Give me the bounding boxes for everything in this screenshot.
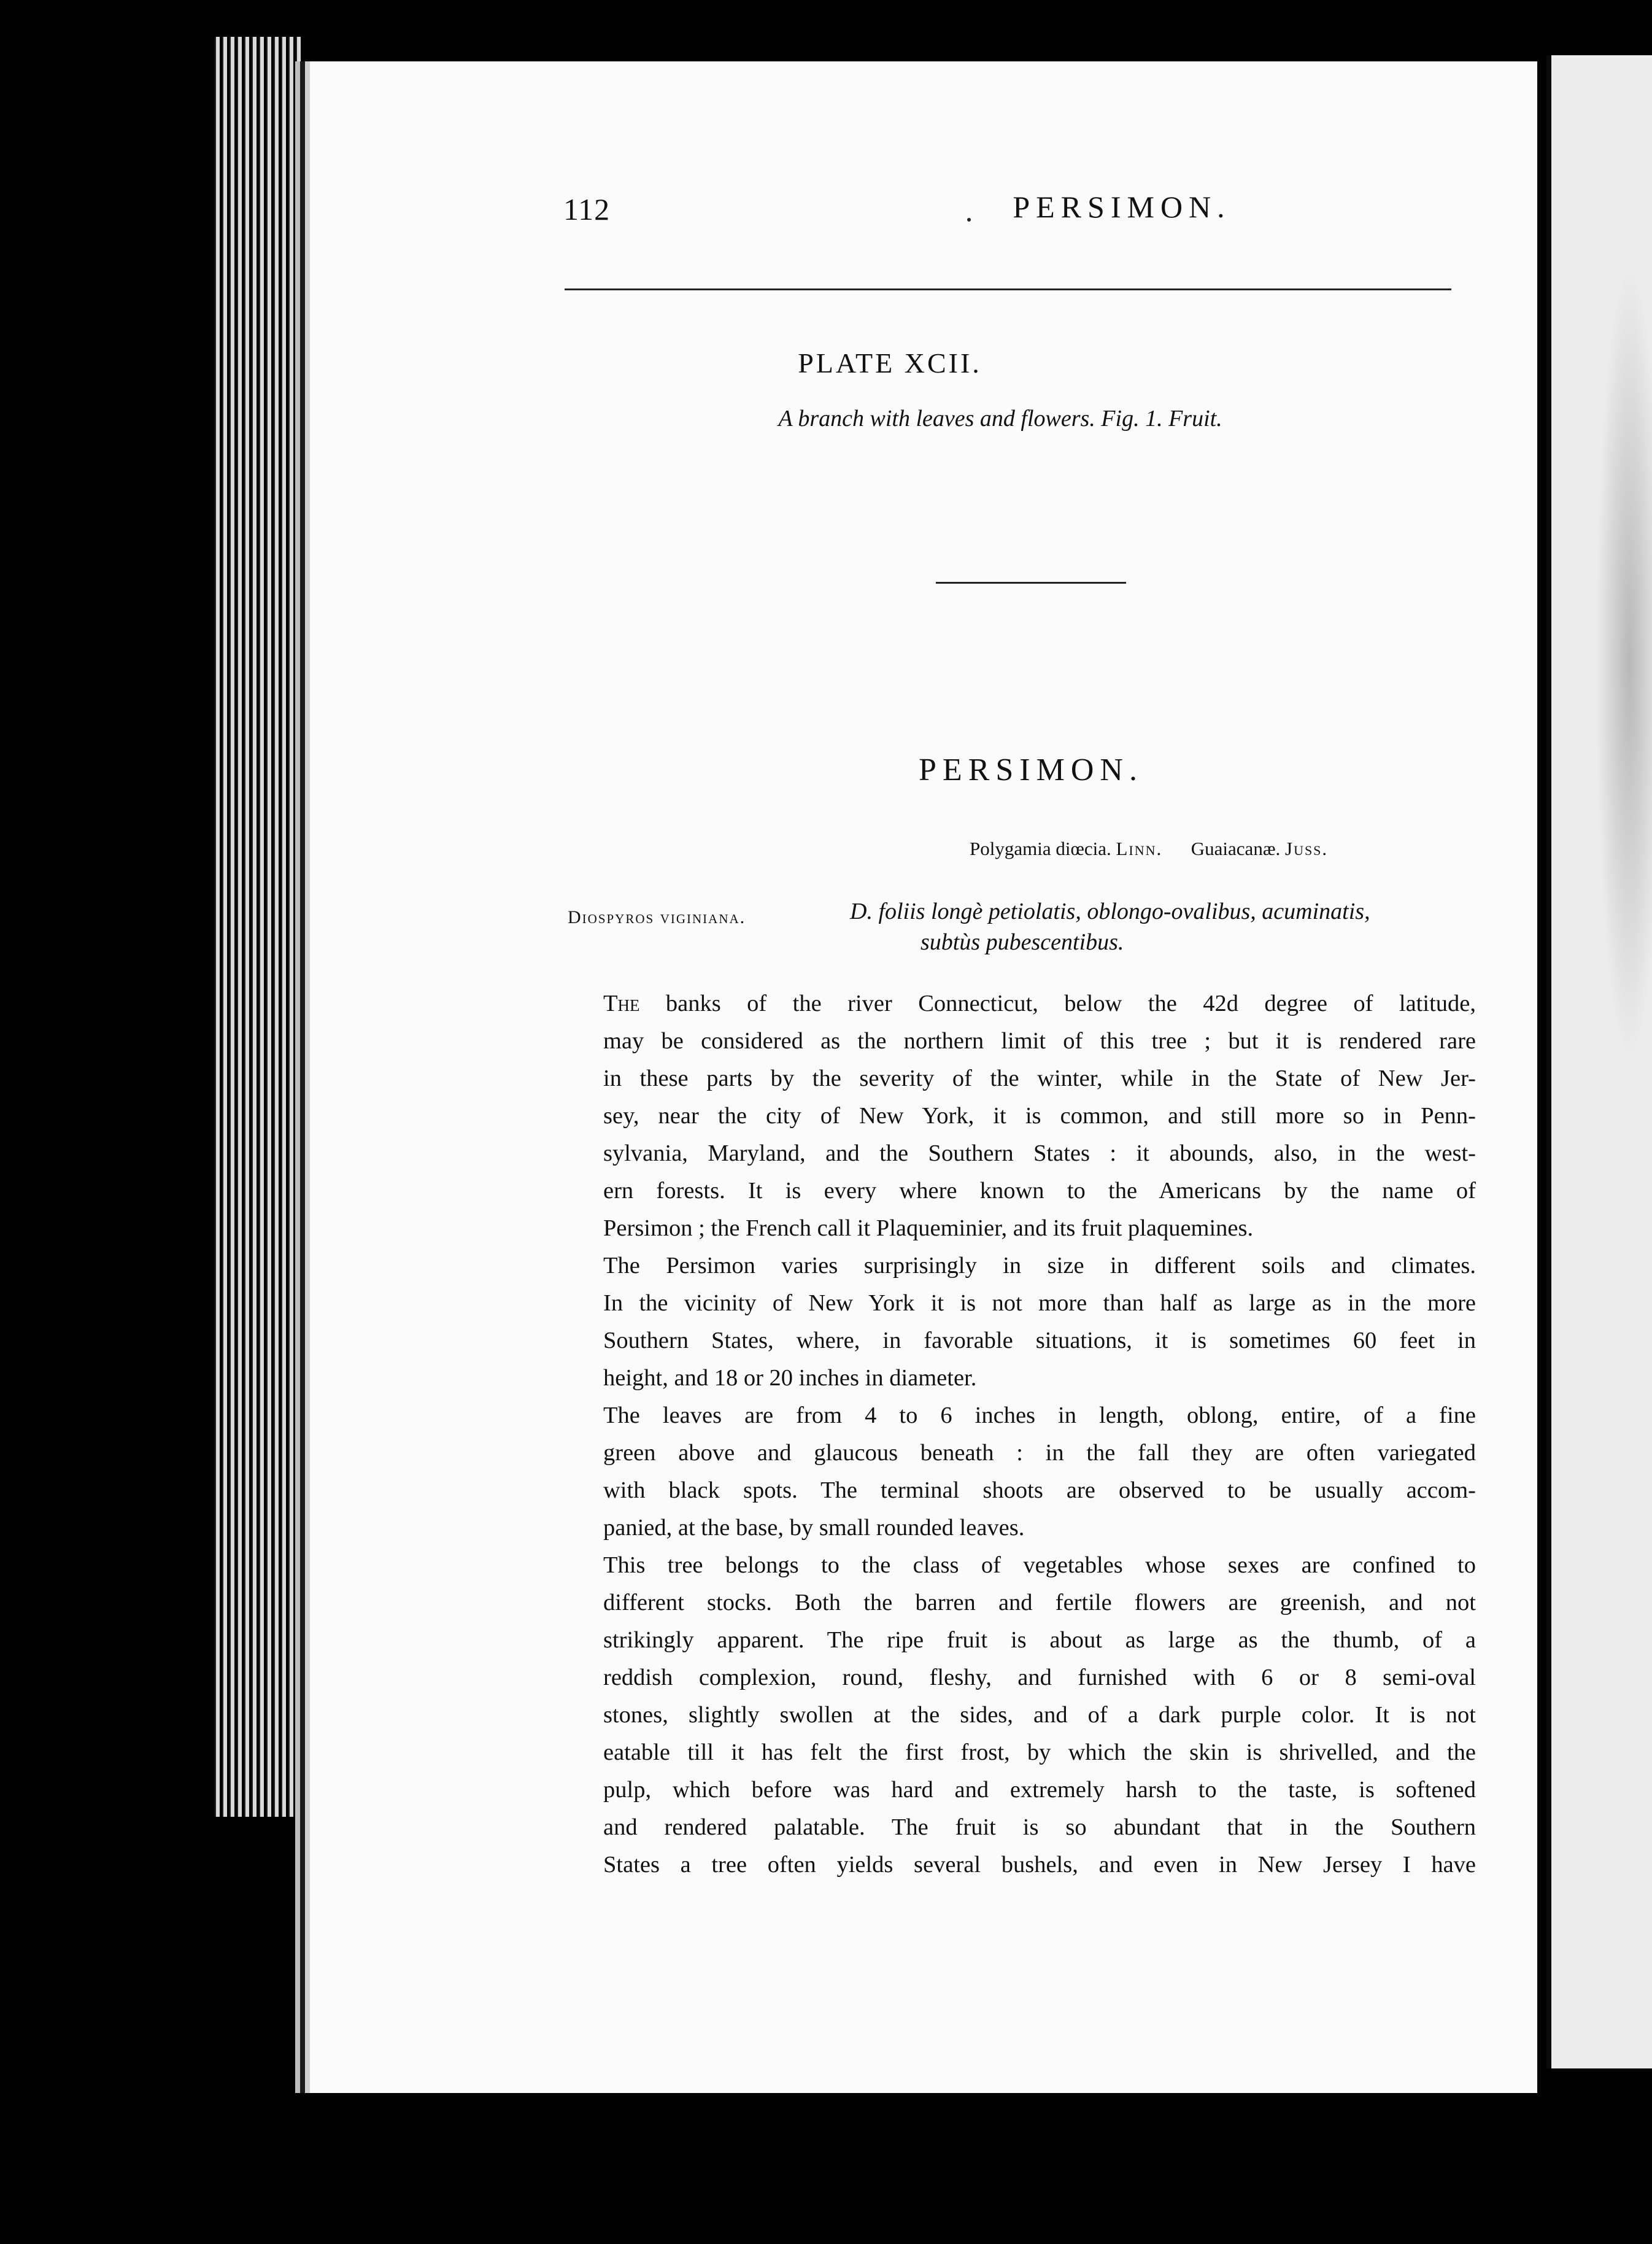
article-title: PERSIMON. (919, 753, 1143, 787)
classification-linnaean: Polygamia diœcia. Linn. (970, 838, 1163, 859)
page-header (563, 192, 1652, 241)
page-number: 112 (563, 192, 611, 226)
paragraph: The banks of the river Connecticut, below the 42d degree of latitude, may be considered as the northern limit of this tree ; but it is rendered rare in these parts by the severity of the winter, while in the State of New Jer- sey, near the city of New York, it is common, and still more so in Penn- sylvania, Maryland, and the Southern States : it abounds, also, in the west- ern forests. It is every where known to the Americans by the name of Persimon ; the French call it Plaqueminier, and its fruit plaquemines. (603, 991, 1476, 1241)
plate-title: PLATE XCII. (798, 347, 982, 379)
plate-caption: A branch with leaves and flowers. Fig. 1. Fruit. (778, 406, 1222, 431)
paragraph: This tree belongs to the class of vegetables whose sexes are confined to different stocks. Both the barren and fertile flowers are greenish, and not strikingly apparent. The ripe fruit is about as large as the thumb, of a reddish complexion, round, fleshy, and furnished with 6 or 8 semi-oval stones, slightly swollen at the sides, and of a dark purple color. It is not eatable till it has felt the first frost, by which the skin is shrivelled, and the pulp, which before was hard and extremely harsh to the taste, is softened and rendered palatable. The fruit is so abundant that in the Southern States a tree often yields several bushels, and even in New Jersey I have (603, 1552, 1476, 1878)
paragraph: The leaves are from 4 to 6 inches in length, oblong, entire, of a fine green above and glaucous beneath : in the fall they are often variegated with black spots. The terminal shoots are observed to be usually accom- panied, at the base, by small rounded leaves. (603, 1402, 1476, 1541)
classification-jussieu: Guaiacanæ. Juss. (1191, 838, 1329, 859)
header-rule (565, 288, 1451, 290)
species-description: D. foliis longè petiolatis, oblongo-ovalibus, acuminatis, subtùs pubescentibus. (850, 899, 1370, 955)
section-rule (936, 582, 1126, 584)
article-body (568, 985, 1476, 1884)
facing-page-stain (1596, 264, 1652, 1062)
running-head: PERSIMON. (1013, 190, 1231, 224)
classification (970, 838, 1461, 860)
book-page-edges (215, 37, 325, 1817)
species-name: Diospyros viginiana. (568, 907, 746, 927)
paragraph: The Persimon varies surprisingly in size in different soils and climates. In the vicinity of New York it is not more than half as large as in the more Southern States, where, in favorable situations, it is sometimes 60 feet in height, and 18 or 20 inches in diameter. (603, 1253, 1476, 1391)
